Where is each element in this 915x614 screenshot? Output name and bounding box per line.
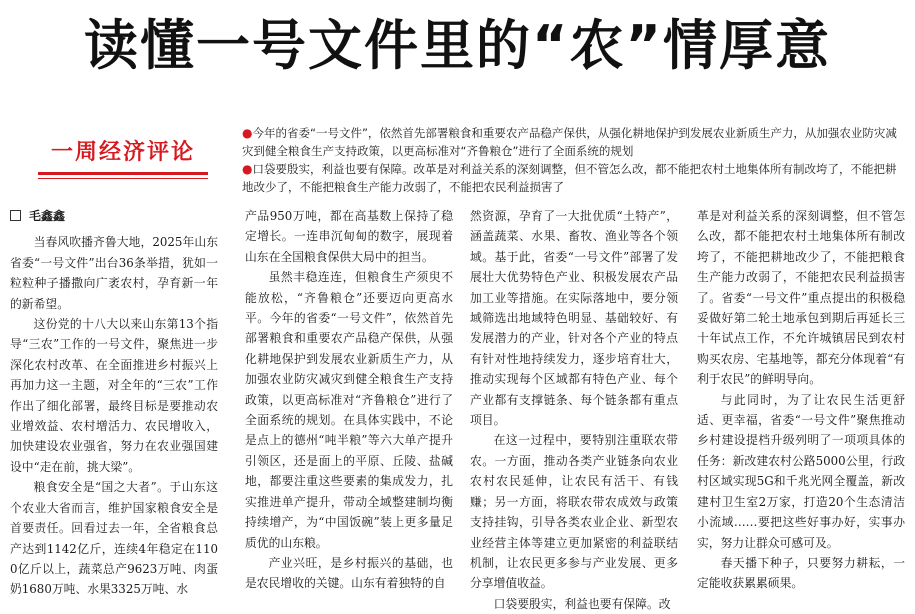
paragraph: 产业兴旺，是乡村振兴的基础，也是农民增收的关键。山东有着独特的自 <box>245 555 453 591</box>
paragraph: 产品950万吨，都在高基数上保持了稳定增长。一连串沉甸甸的数字，展现着山东在全国粮食保供大局中的担当。 <box>245 209 453 264</box>
column-tag <box>38 138 208 179</box>
column-rule-thin <box>38 178 208 179</box>
article-column-1 <box>10 206 218 600</box>
paragraph: 春天播下种子，只要努力耕耘，一定能收获累累硕果。 <box>697 555 905 591</box>
column-rule-thick <box>38 172 208 175</box>
paragraph: 当春风吹播齐鲁大地，2025年山东省委“一号文件”出台36条举措，犹如一粒粒种子播撒向广袤农村，孕育新一年的新希望。 <box>10 235 218 311</box>
summary-text: 今年的省委“一号文件”，依然首先部署粮食和重要农产品稳产保供，从强化耕地保护到发展农业新质生产力，从加强农业防灾减灾到健全粮食生产支持政策，以更高标准对“齐鲁粮仓”进行了全面系统的规划 <box>242 126 897 158</box>
paragraph: 粮食安全是“国之大者”。于山东这个农业大省而言，维护国家粮食安全是首要责任。回看过去一年，全省粮食总产达到1142亿斤，连续4年稳定在1100亿斤以上，蔬菜总产9623万吨、肉蛋奶1680万吨、水果3325万吨、水 <box>10 480 218 597</box>
headline: 读懂一号文件里的“农”情厚意 <box>84 14 831 77</box>
summary-item <box>242 124 902 160</box>
paragraph: 虽然丰稳连连，但粮食生产须臾不能放松，“齐鲁粮仓”还要迈向更高水平。今年的省委“一号文件”，依然首先部署粮食和重要农产品稳产保供，从强化耕地保护到发展农业新质生产力，从加强农业防灾减灾到健全粮食生产支持政策，以更高标准对“齐鲁粮仓”进行了全面系统的规划。在具体实践中，不论是点上的德州“吨半粮”等六大单产提升引领区，还是面上的平原、丘陵、盐碱地，都要注重这些要素的集成发力，扎实推进单产提升，带动全域整建制均衡持续增产，为“中国饭碗”装上更多量足质优的山东粮。 <box>245 270 453 550</box>
paragraph: 与此同时，为了让农民生活更舒适、更幸福，省委“一号文件”聚焦推动乡村建设提档升级列明了一项项具体的任务：新改建农村公路5000公里，行政村区域实现5G和千兆光网全覆盖，新改建村卫生室2万家，打造20个生态清洁小流域……要把这些好事办好，实事办实，努力让群众可感可及。 <box>697 392 905 550</box>
byline <box>10 206 218 226</box>
paragraph: 然资源，孕育了一大批优质“土特产”，涵盖蔬菜、水果、畜牧、渔业等各个领域。基于此，省委“一号文件”部署了发展壮大优势特色产业、积极发展农产品加工业等措施。在实际落地中，要分领域筛选出地域特色明显、基础较好、有发展潜力的产业，针对各个产业的特点有针对性地持续发力，逐步培育壮大，推动实现每个区域都有特色产业、每个产业都有支撑链条、每个链条都有重点项目。 <box>470 209 678 428</box>
checkbox-square-icon <box>10 210 21 221</box>
article-column-3 <box>470 206 678 614</box>
paragraph: 革是对利益关系的深刻调整，但不管怎么改，都不能把农村土地集体所有制改垮了，不能把耕地改少了，不能把粮食生产能力改弱了，不能把农民利益损害了。省委“一号文件”重点提出的积极稳妥做好第二轮土地承包到期后再延长三十年试点工作，不允许城镇居民到农村购买农房、宅基地等，都充分体现着“有利于农民”的鲜明导向。 <box>697 209 905 387</box>
bullet-dot-icon: ● <box>242 162 253 176</box>
summary-item <box>242 160 902 196</box>
paragraph: 在这一过程中，要特别注重联农带农。一方面，推动各类产业链条向农业农村农民延伸，让农民有活干、有钱赚；另一方面，将联农带农成效与政策支持挂钩，引导各类农业企业、新型农业经营主体等建立更加紧密的利益联结机制，让农民更多参与产业发展、更多分享增值收益。 <box>470 433 678 591</box>
author-name: 毛鑫鑫 <box>29 209 66 223</box>
summary-box <box>242 124 902 196</box>
paragraph: 这份党的十八大以来山东第13个指导“三农”工作的一号文件，聚焦进一步深化农村改革、在全面推进乡村振兴上再加力这一主题，对全年的“三农”工作作出了细化部署，最终目标是要推动农业增效益、农村增活力、农民增收入，加快建设农业强省，努力在农业强国建设中“走在前，挑大梁”。 <box>10 317 218 474</box>
summary-text: 口袋要殷实，利益也要有保障。改革是对利益关系的深刻调整，但不管怎么改，都不能把农村土地集体所有制改垮了，不能把耕地改少了，不能把粮食生产能力改弱了，不能把农民利益损害了 <box>242 162 897 194</box>
article-column-4 <box>697 206 905 594</box>
column-name: 一周经济评论 <box>50 140 195 165</box>
article-column-2 <box>245 206 453 594</box>
bullet-dot-icon: ● <box>242 126 253 140</box>
paragraph: 口袋要殷实，利益也要有保障。改 <box>493 596 671 611</box>
